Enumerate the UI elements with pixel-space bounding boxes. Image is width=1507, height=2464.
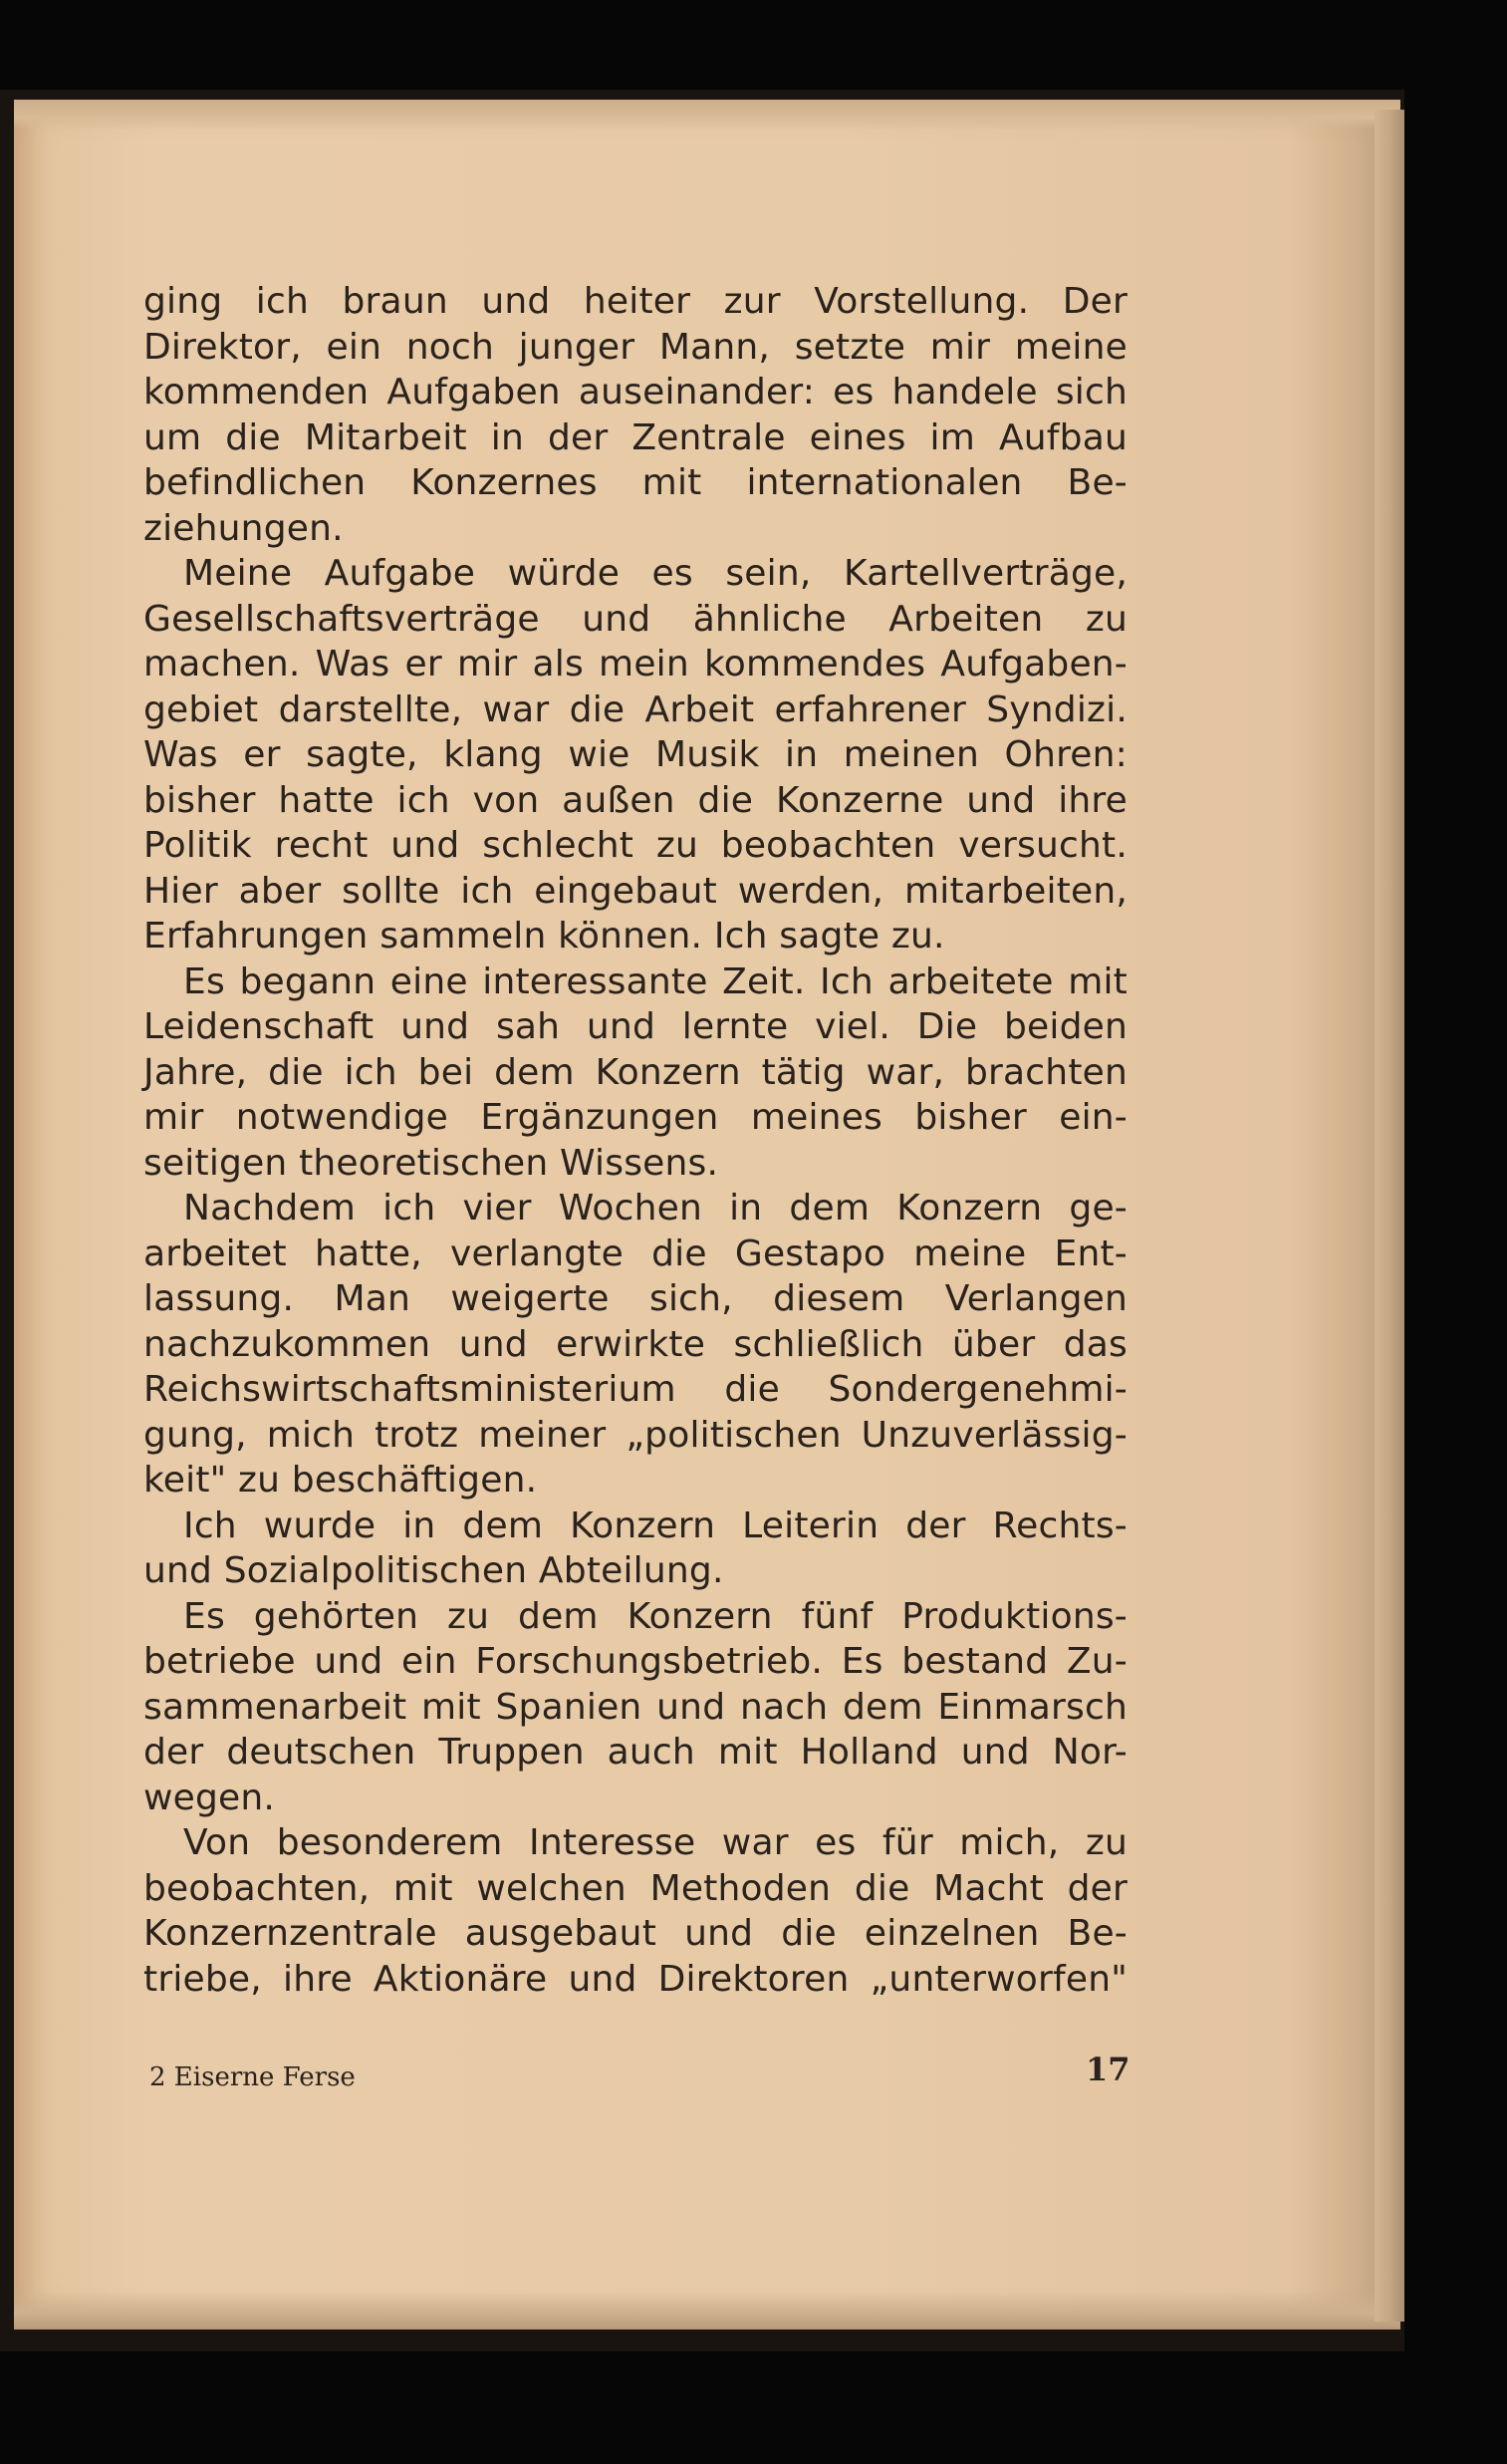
text-line: bisher hatte ich von außen die Konzerne und ihre <box>143 779 1128 821</box>
text-line: gung, mich trotz meiner „politischen Unzuverlässig- <box>143 1414 1128 1456</box>
text-line: arbeitet hatte, verlangte die Gestapo meine Ent- <box>143 1232 1128 1274</box>
text-line: Politik recht und schlecht zu beobachten versucht. <box>143 825 1128 866</box>
text-line: triebe, ihre Aktionäre und Direktoren „unterworfen" <box>143 1958 1128 2000</box>
text-line: Es gehörten zu dem Konzern fünf Produktions- <box>183 1595 1128 1637</box>
text-line: lassung. Man weigerte sich, diesem Verlangen <box>143 1278 1128 1319</box>
text-line: sammenarbeit mit Spanien und nach dem Einmarsch <box>143 1686 1128 1728</box>
text-line: seitigen theoretischen Wissens. <box>143 1142 719 1184</box>
text-line: Hier aber sollte ich eingebaut werden, mitarbeiten, <box>143 870 1128 912</box>
page-number: 17 <box>1086 2051 1130 2088</box>
text-line: Erfahrungen sammeln können. Ich sagte zu. <box>143 916 945 957</box>
text-line: Meine Aufgabe würde es sein, Kartellverträge, <box>183 553 1128 594</box>
text-line: wegen. <box>143 1777 276 1818</box>
text-line: Ich wurde in dem Konzern Leiterin der Rechts- <box>183 1505 1128 1546</box>
text-line: Von besonderem Interesse war es für mich, zu <box>183 1822 1128 1863</box>
text-line: betriebe und ein Forschungsbetrieb. Es bestand Zu- <box>143 1641 1128 1682</box>
text-line: Nachdem ich vier Wochen in dem Konzern ge- <box>183 1188 1128 1229</box>
text-line: nachzukommen und erwirkte schließlich über das <box>143 1323 1128 1365</box>
text-line: und Sozialpolitischen Abteilung. <box>143 1550 724 1591</box>
text-line: Direktor, ein noch junger Mann, setzte mir meine <box>143 326 1128 368</box>
text-line: Jahre, die ich bei dem Konzern tätig war, brachten <box>143 1051 1128 1093</box>
text-line: befindlichen Konzernes mit internationalen Be- <box>143 462 1128 503</box>
text-line: der deutschen Truppen auch mit Holland und Nor- <box>143 1732 1128 1773</box>
text-line: mir notwendige Ergänzungen meines bisher ein- <box>143 1097 1128 1138</box>
signature-mark: 2 Eiserne Ferse <box>149 2062 356 2092</box>
text-line: ging ich braun und heiter zur Vorstellung. Der <box>143 281 1128 322</box>
page-bottom-edge <box>14 2292 1400 2329</box>
text-line: Reichswirtschaftsministerium die Sondergenehmi- <box>143 1369 1128 1410</box>
text-line: beobachten, mit welchen Methoden die Macht der <box>143 1867 1128 1909</box>
text-line: Konzernzentrale ausgebaut und die einzelnen Be- <box>143 1913 1128 1954</box>
page-right-edge <box>1375 110 1404 2322</box>
text-line: um die Mitarbeit in der Zentrale eines im Aufbau <box>143 416 1128 458</box>
text-line: kommenden Aufgaben auseinander: es handele sich <box>143 372 1128 412</box>
page-top-edge <box>14 100 1400 130</box>
text-line: machen. Was er mir als mein kommendes Aufgaben- <box>143 644 1128 684</box>
text-line: keit" zu beschäftigen. <box>143 1460 538 1501</box>
text-line: Gesellschaftsverträge und ähnliche Arbeiten zu <box>143 598 1128 640</box>
text-line: Leidenschaft und sah und lernte viel. Die beiden <box>143 1006 1128 1047</box>
body-text <box>143 279 1128 2002</box>
text-line: Was er sagte, klang wie Musik in meinen Ohren: <box>143 734 1128 775</box>
text-line: gebiet darstellte, war die Arbeit erfahrener Syndizi. <box>143 688 1128 730</box>
text-line: Es begann eine interessante Zeit. Ich arbeitete mit <box>183 960 1128 1002</box>
text-line: ziehungen. <box>143 507 344 549</box>
